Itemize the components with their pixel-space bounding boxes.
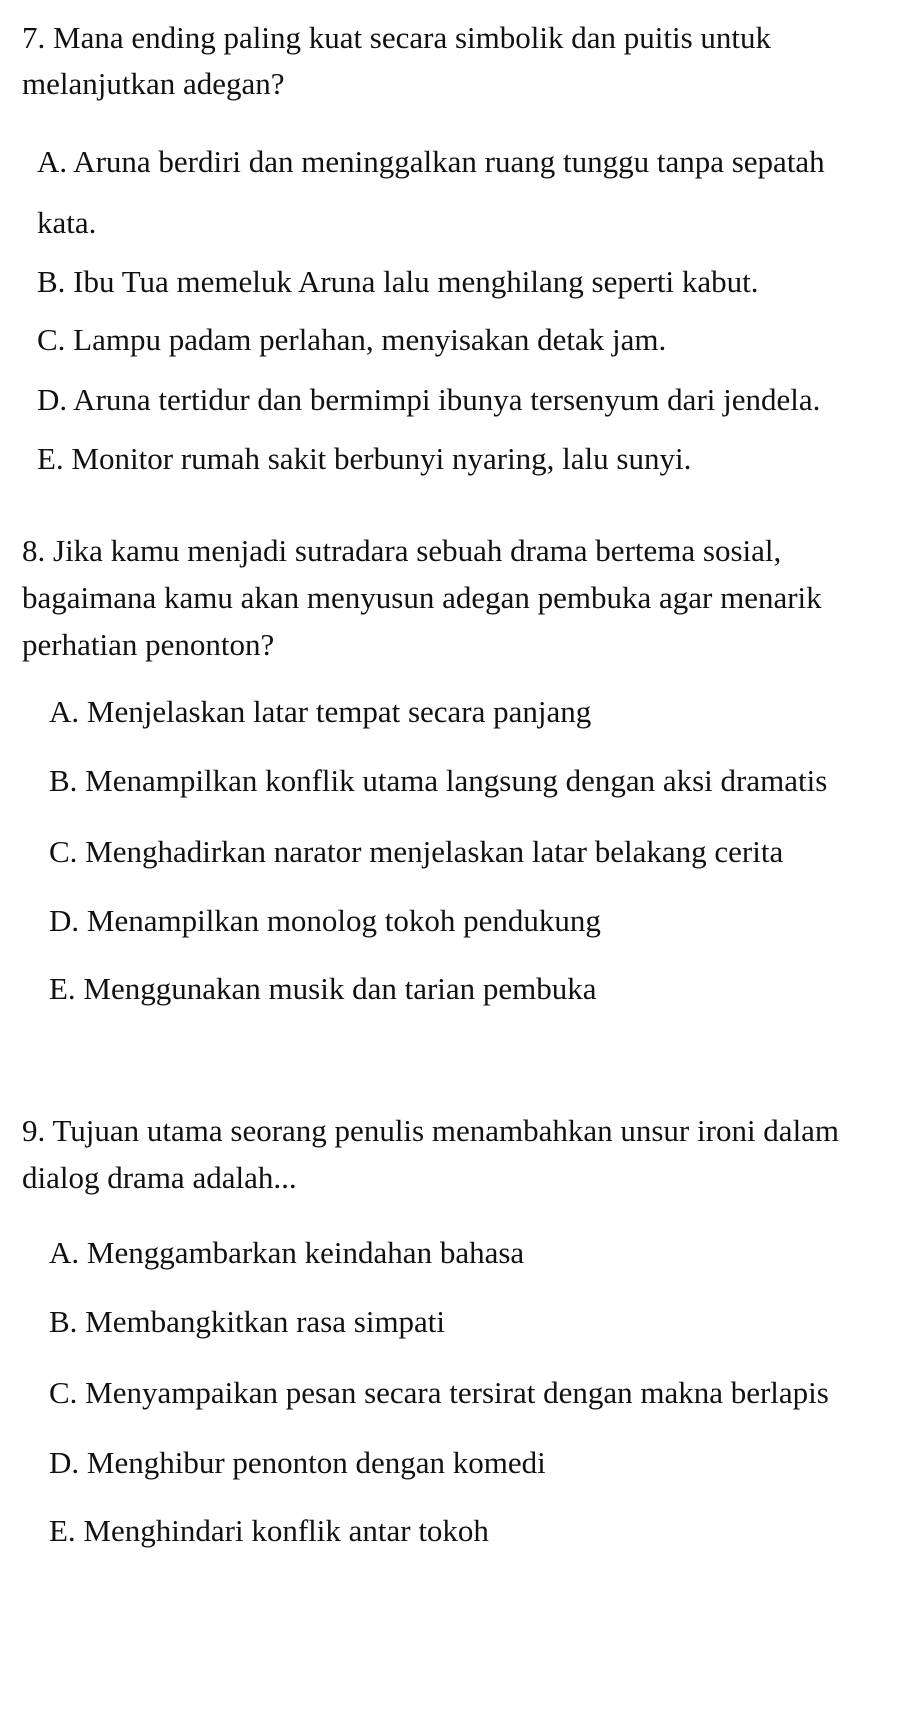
question-9-option-c: C. Menyampaikan pesan secara tersirat dengan makna berlapis — [49, 1375, 829, 1410]
question-9-line-1: 9. Tujuan utama seorang penulis menambahkan unsur ironi dalam — [22, 1113, 840, 1148]
question-7-option-e: E. Monitor rumah sakit berbunyi nyaring, lalu sunyi. — [37, 441, 692, 476]
question-9-option-b: B. Membangkitkan rasa simpati — [49, 1304, 446, 1339]
question-8-option-e: E. Menggunakan musik dan tarian pembuka — [49, 971, 597, 1006]
question-9-option-e: E. Menghindari konflik antar tokoh — [49, 1513, 489, 1548]
question-8-line-1: 8. Jika kamu menjadi sutradara sebuah drama bertema sosial, — [22, 533, 782, 568]
question-7-option-a-cont: kata. — [37, 205, 97, 240]
question-8-option-b: B. Menampilkan konflik utama langsung dengan aksi dramatis — [49, 763, 828, 798]
question-7-line-1: 7. Mana ending paling kuat secara simbolik dan puitis untuk — [22, 20, 772, 55]
question-8-option-c: C. Menghadirkan narator menjelaskan latar belakang cerita — [49, 834, 784, 869]
question-8-line-2: bagaimana kamu akan menyusun adegan pembuka agar menarik — [22, 580, 822, 615]
question-7-option-a: A. Aruna berdiri dan meninggalkan ruang tunggu tanpa sepatah — [37, 144, 825, 179]
question-8-option-a: A. Menjelaskan latar tempat secara panjang — [49, 694, 592, 729]
question-9-line-2: dialog drama adalah... — [22, 1160, 297, 1195]
question-7-option-d: D. Aruna tertidur dan bermimpi ibunya tersenyum dari jendela. — [37, 382, 821, 417]
question-7-line-2: melanjutkan adegan? — [22, 66, 285, 101]
question-7-option-b: B. Ibu Tua memeluk Aruna lalu menghilang seperti kabut. — [37, 264, 759, 299]
question-9-option-d: D. Menghibur penonton dengan komedi — [49, 1445, 546, 1480]
question-9-option-a: A. Menggambarkan keindahan bahasa — [49, 1235, 525, 1270]
question-8-line-3: perhatian penonton? — [22, 627, 275, 662]
question-7-option-c: C. Lampu padam perlahan, menyisakan detak jam. — [37, 322, 667, 357]
question-8-option-d: D. Menampilkan monolog tokoh pendukung — [49, 903, 601, 938]
